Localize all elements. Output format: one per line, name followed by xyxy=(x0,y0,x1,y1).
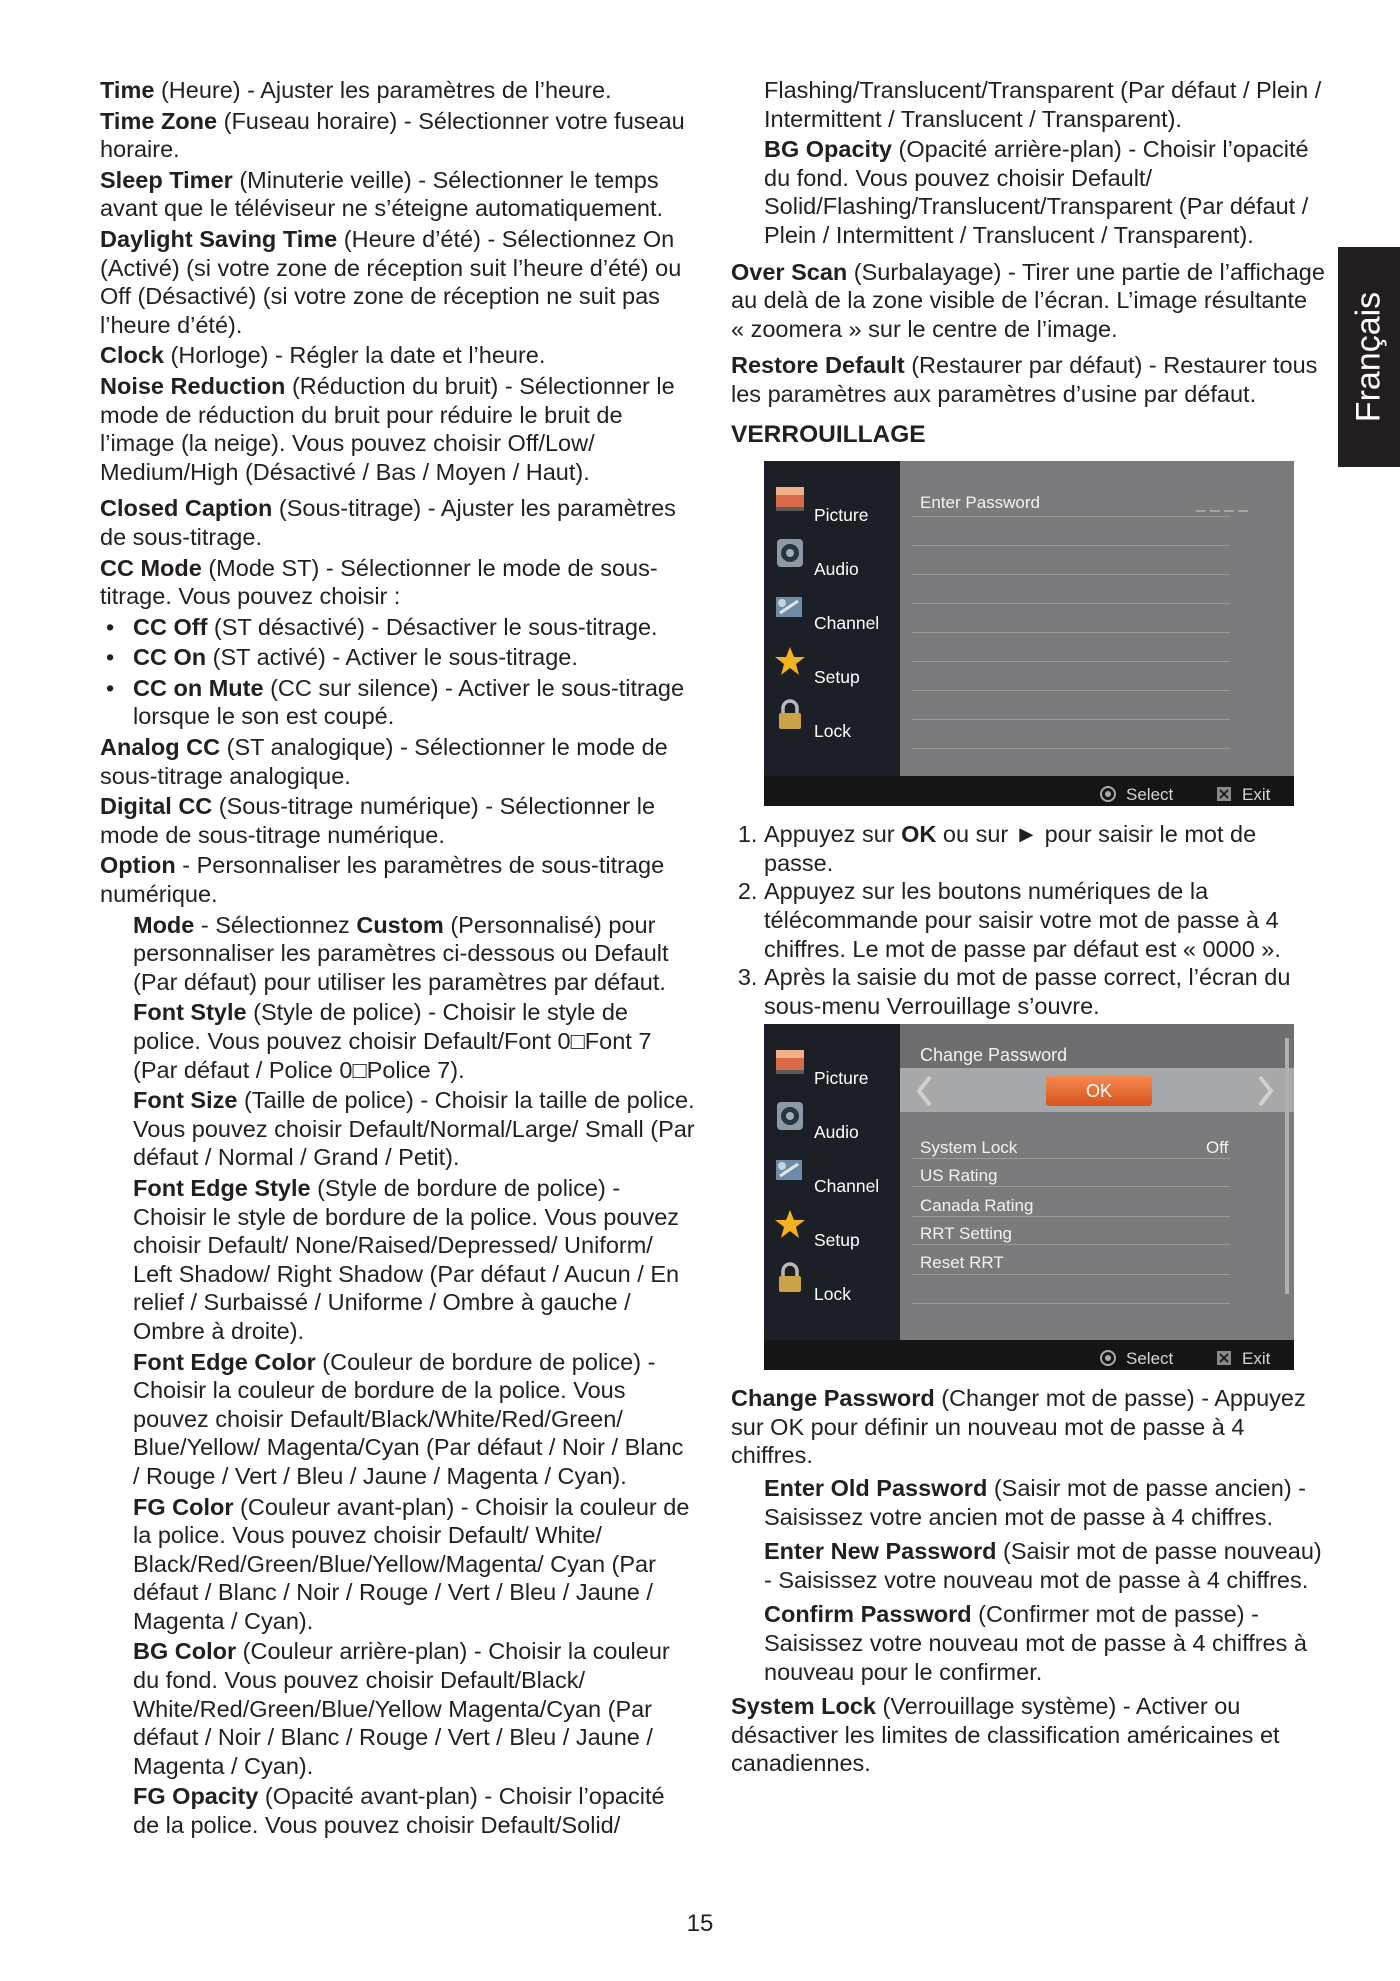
desc: (Verrouillage système) - Activer ou désactiver les limites de classification américaines et canadiennes. xyxy=(731,1693,1280,1777)
divider xyxy=(912,661,1230,662)
desc: (Saisir mot de passe ancien) -Saisissez votre ancien mot de passe à 4 chiffres. xyxy=(764,1475,1306,1530)
menu-item-us-rating[interactable]: US Rating xyxy=(920,1166,998,1186)
picture-icon xyxy=(774,483,806,515)
term: CC On xyxy=(133,644,207,671)
time-zone-entry xyxy=(100,107,695,164)
term: Time xyxy=(100,77,155,103)
exit-icon xyxy=(1216,786,1232,802)
satellite-icon xyxy=(774,591,806,623)
exit-hint[interactable] xyxy=(1216,1345,1270,1374)
select-hint[interactable] xyxy=(1100,1345,1173,1374)
cc-mode-entry xyxy=(100,554,695,611)
term: System Lock xyxy=(731,1693,876,1720)
tv-nav-audio[interactable] xyxy=(774,537,898,591)
desc: (Heure d’été) - Sélectionnez On (Activé) (si votre zone de réception suit l’heure d’été) ou Off (Désactivé) (si votre zone de réception ne suit pas l’heure d’été). xyxy=(100,225,682,338)
tv-nav-setup[interactable] xyxy=(774,645,898,699)
chevron-left-icon[interactable] xyxy=(914,1074,934,1108)
system-lock-value: Off xyxy=(1206,1138,1229,1158)
desc: (Saisir mot de passe nouveau) - Saisissez votre nouveau mot de passe à 4 chiffres. xyxy=(764,1538,1322,1593)
font-size-entry xyxy=(133,1086,695,1172)
term: Clock xyxy=(100,342,164,369)
divider xyxy=(912,545,1230,546)
tv-menu-enter-password xyxy=(764,461,1294,806)
desc: (Personnalisé) pour personnaliser les paramètres ci-dessous ou Default (Par défaut) pour utiliser les paramètres par défaut. xyxy=(133,911,669,995)
font-style-entry xyxy=(133,998,695,1084)
menu-item-canada-rating[interactable]: Canada Rating xyxy=(920,1196,1034,1216)
desc: (Style de bordure de police) - Choisir le style de bordure de la police. Vous pouvez choisir Default/ None/Raised/Depressed/ Uniform/ Left Shadow/ Right Shadow (Par défaut / Aucun / En relief / Surbaissé / Uniforme / Ombre à gauche / Ombre à droite). xyxy=(133,1174,680,1344)
divider xyxy=(912,1158,1230,1159)
time-entry xyxy=(100,76,695,105)
divider xyxy=(912,632,1230,633)
divider xyxy=(912,748,1230,749)
language-tab xyxy=(1338,247,1400,467)
tv-content-panel xyxy=(900,1024,1294,1340)
desc: (CC sur silence) - Activer le sous-titrage lorsque le son est coupé. xyxy=(133,674,685,730)
tv-content-panel xyxy=(900,461,1294,776)
term: CC on Mute xyxy=(133,674,264,701)
term: Closed Caption xyxy=(100,495,273,522)
desc: - Sélectionnez xyxy=(194,911,357,938)
term: Mode xyxy=(133,911,195,938)
divider xyxy=(912,1186,1230,1187)
term: FG Opacity xyxy=(133,1783,259,1810)
term: Time Zone xyxy=(100,107,218,134)
divider xyxy=(912,1216,1230,1217)
step-item xyxy=(764,820,1326,877)
desc: (Opacité arrière-plan) - Choisir l’opacité du fond. Vous pouvez choisir Default/ Solid/Flashing/Translucent/Transparent (Par défaut / Plein / Intermittent / Translucent / Transparent). xyxy=(764,136,1309,248)
font-edge-style-entry xyxy=(133,1174,695,1346)
tv-nav-label: Lock xyxy=(814,1284,851,1305)
desc: (Restaurer par défaut) - Restaurer tous les paramètres aux paramètres d’usine par défaut. xyxy=(731,352,1318,407)
steps-list xyxy=(731,820,1326,1020)
desc: (Horloge) - Régler la date et l’heure. xyxy=(164,342,546,369)
tv-footer xyxy=(764,776,1294,806)
confirm-password-entry xyxy=(764,1600,1326,1686)
divider xyxy=(912,1244,1230,1245)
term: Daylight Saving Time xyxy=(100,225,338,252)
term: Font Size xyxy=(133,1087,238,1114)
over-scan-entry xyxy=(731,258,1326,344)
desc: (Minuterie veille) - Sélectionner le temps avant que le téléviseur ne s’éteigne automatiquement. xyxy=(100,166,664,222)
daylight-entry xyxy=(100,225,695,339)
term: Analog CC xyxy=(100,734,221,761)
cc-mute-bullet xyxy=(100,674,695,731)
exit-icon xyxy=(1216,1350,1232,1366)
desc: (Réduction du bruit) - Sélectionner le mode de réduction du bruit pour réduire le bruit de l’image (la neige). Vous pouvez choisir Off/Low/ Medium/High (Désactivé / Bas / Moyen / Haut). xyxy=(100,372,675,485)
step-text: Appuyez sur xyxy=(764,821,902,848)
desc: - Personnaliser les paramètres de sous-titrage numérique. xyxy=(100,852,665,908)
term: Noise Reduction xyxy=(100,372,286,399)
system-lock-entry xyxy=(731,1692,1326,1778)
tv-sidebar xyxy=(764,461,900,776)
term: Enter New Password xyxy=(764,1538,997,1565)
tv-nav-audio[interactable] xyxy=(774,1100,898,1154)
term: Font Edge Color xyxy=(133,1348,316,1375)
change-password-entry xyxy=(731,1384,1326,1470)
select-icon xyxy=(1100,786,1116,802)
desc: (ST désactivé) - Désactiver le sous-titrage. xyxy=(207,613,658,640)
left-column xyxy=(100,76,695,1842)
tv-nav-label: Channel xyxy=(814,1176,880,1197)
divider xyxy=(912,690,1230,691)
exit-label: Exit xyxy=(1242,785,1271,805)
fg-color-entry xyxy=(133,1493,695,1636)
language-tab-label: Français xyxy=(1349,291,1388,423)
tv-nav-label: Picture xyxy=(814,1068,869,1089)
font-edge-color-entry xyxy=(133,1348,695,1491)
term: Restore Default xyxy=(731,352,905,379)
tv-sidebar xyxy=(764,1024,900,1340)
select-hint[interactable] xyxy=(1100,781,1173,810)
tv-nav-lock[interactable] xyxy=(774,699,898,753)
menu-item-reset-rrt[interactable]: Reset RRT xyxy=(920,1253,1004,1273)
select-label: Select xyxy=(1126,785,1174,805)
term: CC Mode xyxy=(100,554,202,581)
speaker-icon xyxy=(774,1100,806,1132)
desc: (Couleur de bordure de police) - Choisir la couleur de bordure de la police. Vous pouvez choisir Default/Black/White/Red/Green/ Blue/Yellow/ Magenta/Cyan (Par défaut / Noir / Blanc / Rouge / Vert / Bleu / Jaune / Magenta / Cyan). xyxy=(133,1348,684,1489)
padlock-icon xyxy=(774,1262,806,1294)
term: Confirm Password xyxy=(764,1601,972,1628)
tv-nav-label: Audio xyxy=(814,1122,859,1143)
clock-entry xyxy=(100,341,695,370)
divider xyxy=(912,603,1230,604)
desc: (ST activé) - Activer le sous-titrage. xyxy=(206,644,578,671)
menu-item-system-lock[interactable]: System Lock xyxy=(920,1138,1018,1158)
term: Change Password xyxy=(731,1385,935,1412)
tv-nav-setup[interactable] xyxy=(774,1208,898,1262)
tv-nav-picture[interactable] xyxy=(774,483,898,537)
step-key: OK xyxy=(901,821,937,848)
speaker-icon xyxy=(774,537,806,569)
desc: (ST analogique) - Sélectionner le mode de sous-titrage analogique. xyxy=(100,734,668,789)
desc: (Heure) - Ajuster les paramètres de l’heure. xyxy=(154,77,612,103)
divider xyxy=(912,516,1230,517)
satellite-icon xyxy=(774,1154,806,1186)
tv-menu-lock xyxy=(764,1024,1294,1370)
padlock-icon xyxy=(774,699,806,731)
divider xyxy=(912,1303,1230,1304)
ok-button[interactable]: OK xyxy=(1046,1076,1152,1106)
desc: (Sous-titrage numérique) - Sélectionner le mode de sous-titrage numérique. xyxy=(100,793,656,848)
fg-opacity-entry xyxy=(133,1782,695,1839)
option-entry xyxy=(100,851,695,908)
bg-opacity-entry xyxy=(764,135,1326,249)
desc: (Couleur avant-plan) - Choisir la couleur de la police. Vous pouvez choisir Default/ White/ Black/Red/Green/Blue/Yellow/Magenta/ Cyan (Par défaut / Blanc / Noir / Rouge / Vert / Bleu / Jaune / Magenta / Cyan). xyxy=(133,1493,690,1634)
sleep-timer-entry xyxy=(100,166,695,223)
cc-off-bullet xyxy=(100,613,695,642)
desc: (Couleur arrière-plan) - Choisir la couleur du fond. Vous pouvez choisir Default/Black/ White/Red/Green/Blue/Yellow Magenta/Cyan (Par défaut / Noir / Blanc / Rouge / Vert / Bleu / Jaune / Magenta / Cyan). xyxy=(133,1638,670,1779)
term: FG Color xyxy=(133,1493,234,1520)
analog-cc-entry xyxy=(100,733,695,790)
tv-nav-lock[interactable] xyxy=(774,1262,898,1316)
enter-new-password-entry xyxy=(764,1537,1326,1594)
right-column xyxy=(731,76,1326,1780)
star-icon xyxy=(774,645,806,677)
step-text: Appuyez sur les boutons numériques de la télécommande pour saisir votre mot de passe à 4 chiffres. Le mot de passe par défaut est « 0000 ». xyxy=(764,878,1281,962)
closed-caption-entry xyxy=(100,494,695,551)
tv-footer xyxy=(764,1340,1294,1370)
tv-nav-label: Picture xyxy=(814,505,869,526)
exit-hint[interactable] xyxy=(1216,781,1270,810)
star-icon xyxy=(774,1208,806,1240)
tv-nav-label: Lock xyxy=(814,721,851,742)
step-item xyxy=(764,963,1326,1020)
chevron-right-icon[interactable] xyxy=(1256,1074,1276,1108)
divider xyxy=(912,719,1230,720)
tv-nav-channel[interactable] xyxy=(774,591,898,645)
step-text: Après la saisie du mot de passe correct, l’écran du sous-menu Verrouillage s’ouvre. xyxy=(764,964,1291,1019)
step-item xyxy=(764,877,1326,963)
enter-old-password-entry xyxy=(764,1474,1326,1531)
step-text: ou sur ► pour saisir le mot de passe. xyxy=(764,821,1257,876)
tv-nav-picture[interactable] xyxy=(774,1046,898,1100)
desc: (Taille de police) - Choisir la taille de police. Vous pouvez choisir Default/Normal/Large/ Small (Par défaut / Normal / Grand / Petit). xyxy=(133,1087,695,1171)
change-password-title: Change Password xyxy=(920,1045,1068,1066)
enter-password-label: Enter Password xyxy=(920,493,1040,513)
term-custom: Custom xyxy=(356,911,444,938)
desc: (Sous-titrage) - Ajuster les paramètres de sous-titrage. xyxy=(100,495,676,550)
section-heading: VERROUILLAGE xyxy=(731,420,926,448)
term: Font Edge Style xyxy=(133,1174,311,1201)
page-number: 15 xyxy=(686,1910,714,1937)
restore-default-entry xyxy=(731,351,1326,408)
noise-entry xyxy=(100,372,695,486)
tv-nav-label: Channel xyxy=(814,613,880,634)
desc: (Confirmer mot de passe) - Saisissez votre nouveau mot de passe à 4 chiffres à nouveau pour le confirmer. xyxy=(764,1601,1307,1685)
tv-nav-channel[interactable] xyxy=(774,1154,898,1208)
select-label: Select xyxy=(1126,1349,1174,1369)
password-field[interactable]: _ _ _ _ xyxy=(1196,493,1248,513)
term: Sleep Timer xyxy=(100,166,233,193)
mode-entry xyxy=(133,911,695,997)
select-icon xyxy=(1100,1350,1116,1366)
desc: (Mode ST) - Sélectionner le mode de sous-titrage. Vous pouvez choisir : xyxy=(100,554,658,610)
tv-nav-label: Setup xyxy=(814,667,860,688)
term: Digital CC xyxy=(100,793,213,820)
desc: (Opacité avant-plan) - Choisir l’opacité de la police. Vous pouvez choisir Default/Solid/ xyxy=(133,1783,665,1839)
desc: (Fuseau horaire) - Sélectionner votre fuseau horaire. xyxy=(100,107,685,163)
picture-icon xyxy=(774,1046,806,1078)
fg-opacity-continued: Flashing/Translucent/Transparent (Par défaut / Plein / Intermittent / Translucent / Transparent). xyxy=(764,77,1322,132)
digital-cc-entry xyxy=(100,792,695,849)
term: CC Off xyxy=(133,613,208,640)
desc: (Surbalayage) - Tirer une partie de l’affichage au delà de la zone visible de l’écran. L’image résultante « zoomera » sur le centre de l’image. xyxy=(731,258,1325,342)
cc-on-bullet xyxy=(100,643,695,672)
term: Enter Old Password xyxy=(764,1475,988,1502)
term: BG Opacity xyxy=(764,136,892,163)
divider xyxy=(912,1274,1230,1275)
tv-scrollbar[interactable] xyxy=(1285,1038,1289,1294)
desc: (Changer mot de passe) - Appuyez sur OK pour définir un nouveau mot de passe à 4 chiffres. xyxy=(731,1385,1306,1469)
term: Option xyxy=(100,852,176,879)
tv-nav-label: Audio xyxy=(814,559,859,580)
bg-color-entry xyxy=(133,1637,695,1780)
menu-item-rrt-setting[interactable]: RRT Setting xyxy=(920,1224,1012,1244)
divider xyxy=(912,574,1230,575)
exit-label: Exit xyxy=(1242,1349,1271,1369)
tv-nav-label: Setup xyxy=(814,1230,860,1251)
term: Over Scan xyxy=(731,258,848,285)
term: Font Style xyxy=(133,999,247,1026)
desc: (Style de police) - Choisir le style de police. Vous pouvez choisir Default/Font 0□Font 7 (Par défaut / Police 0□Police 7). xyxy=(133,999,652,1083)
term: BG Color xyxy=(133,1638,237,1665)
